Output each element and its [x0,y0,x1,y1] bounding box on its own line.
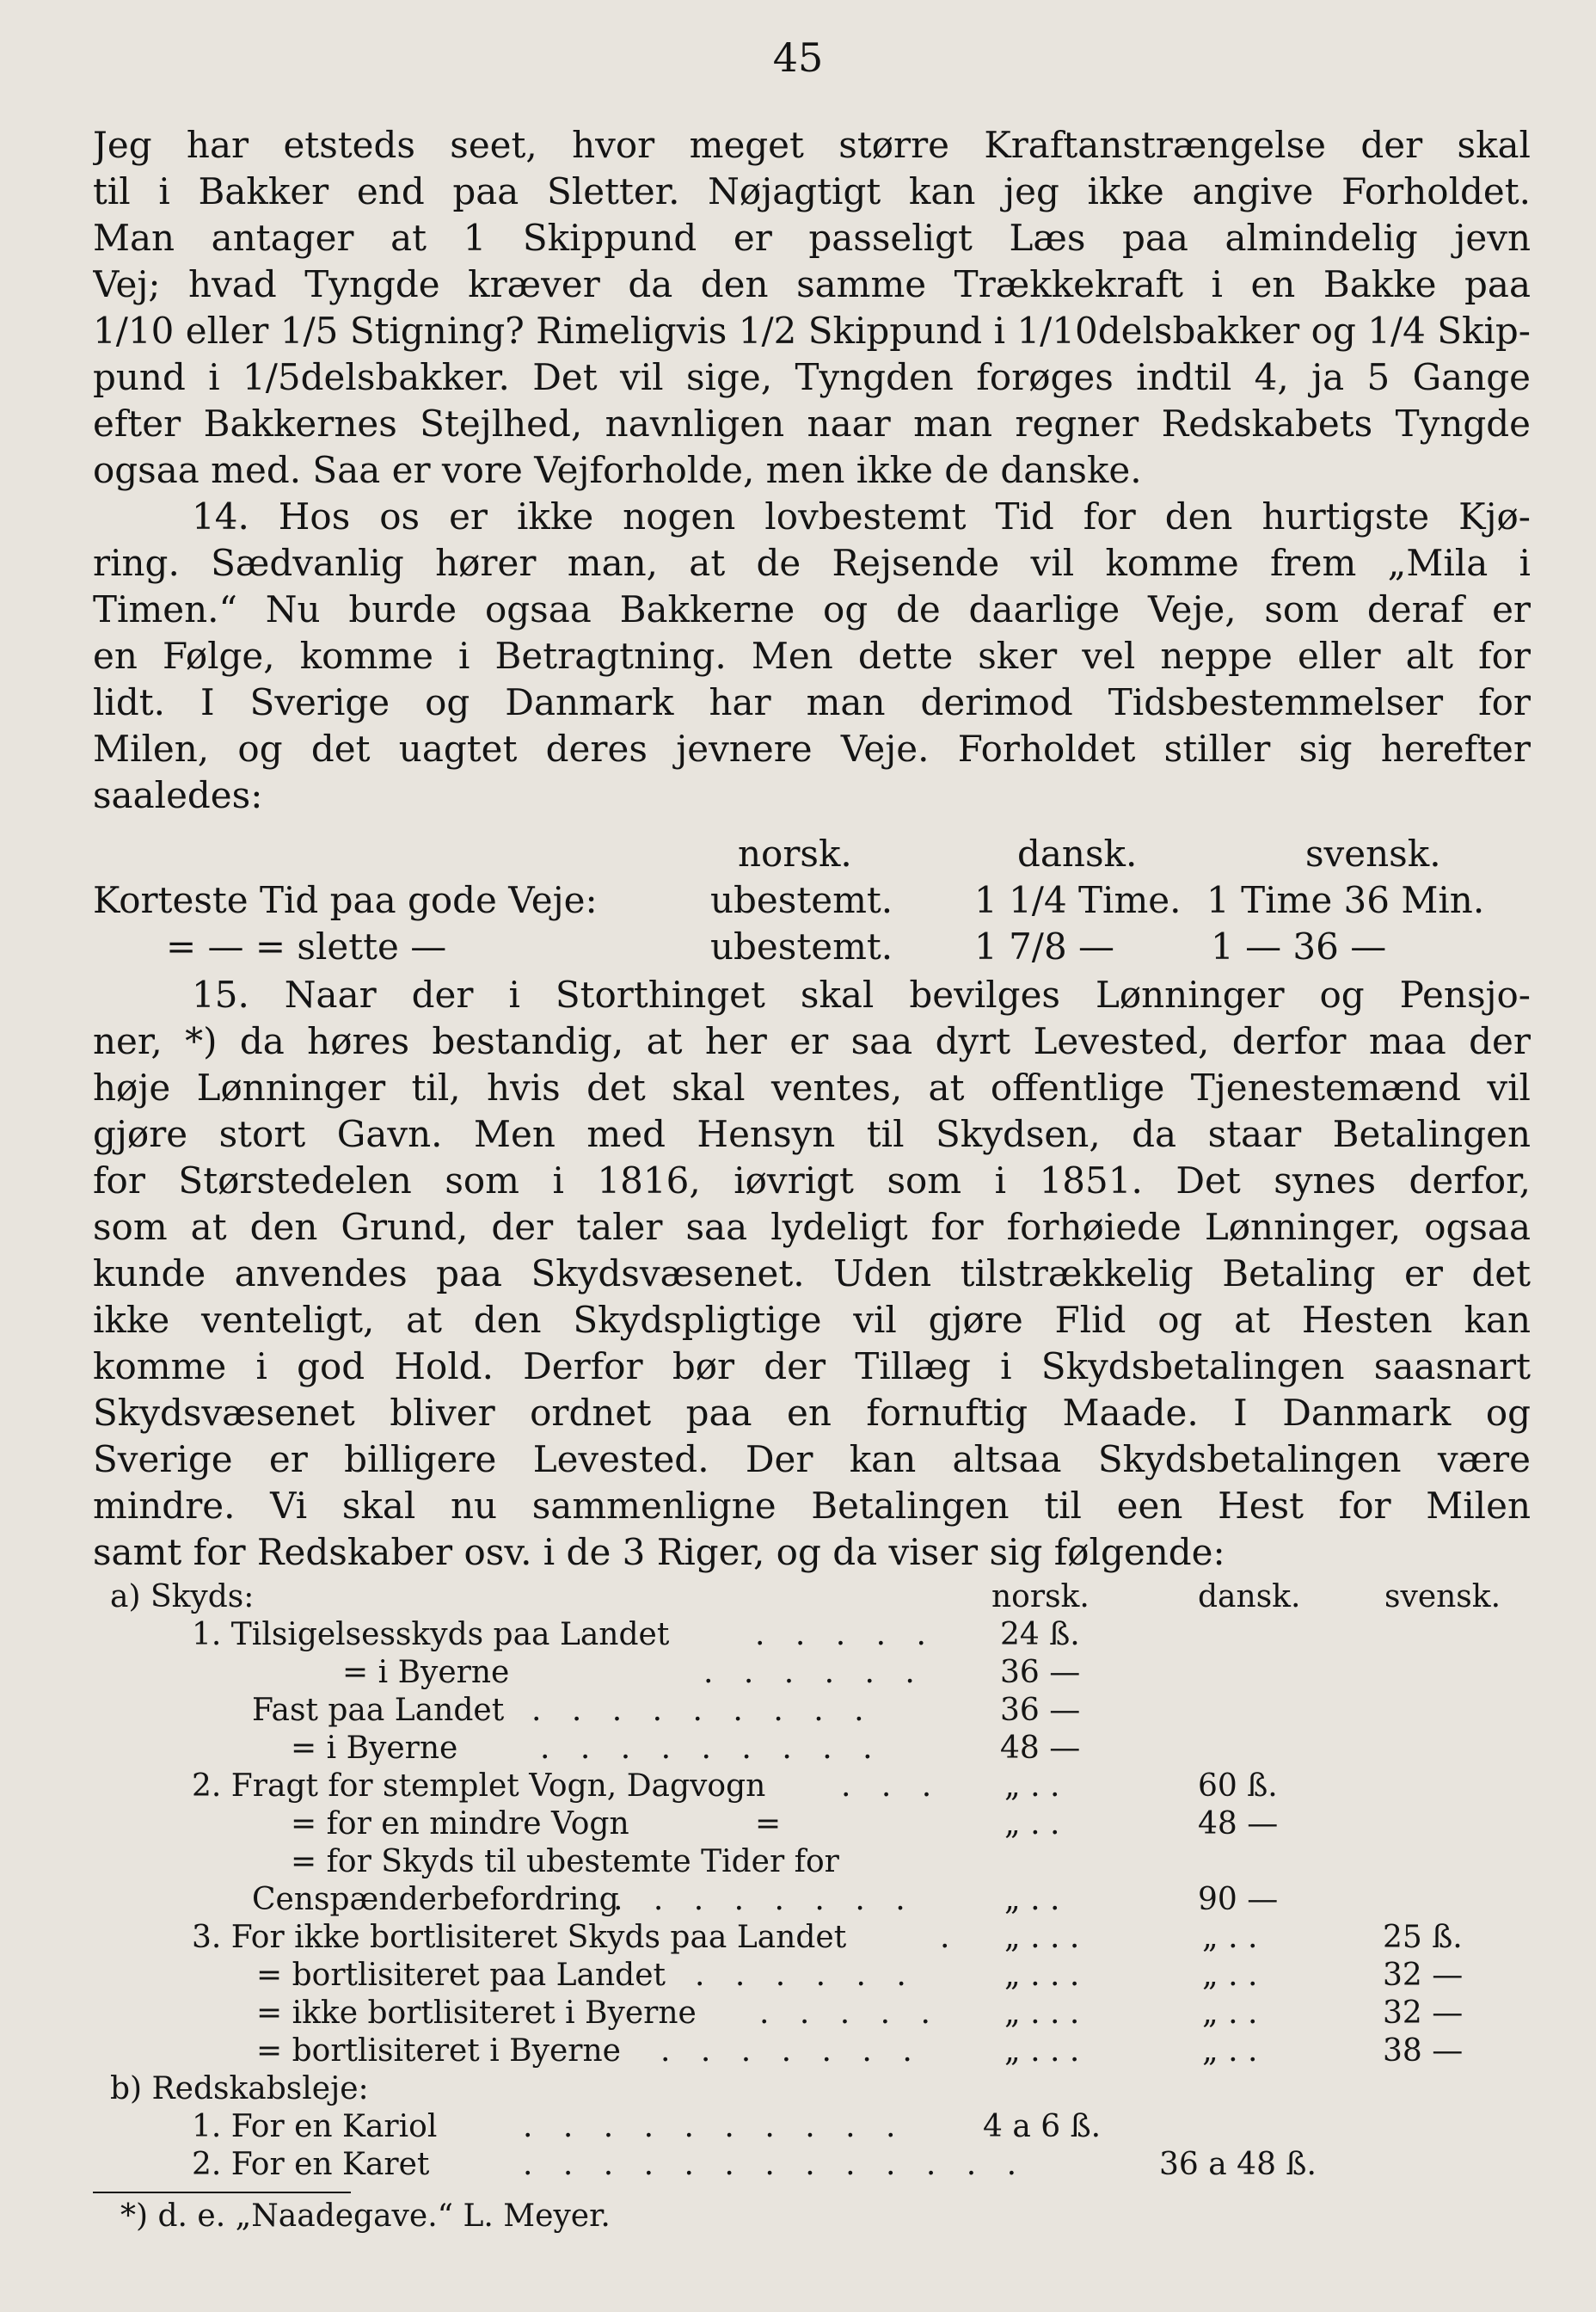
row-label: = — = slette — [166,925,447,968]
text-line: Jeg har etsteds seet, hvor meget større Kraftanstrængelse der skal [93,124,1531,166]
table-row [93,2147,1531,2185]
text-line: Milen, og det uagtet deres jevnere Veje. Forholdet stiller sig herefter [93,728,1531,770]
leader-dots: . . . . . . . . . . [523,2109,906,2144]
col-dansk: dansk. [1017,833,1138,875]
text-line: som at den Grund, der taler saa lydeligt for forhøiede Lønninger, ogsaa [93,1206,1531,1248]
cell-dansk: 1 1/4 Time. [974,879,1182,921]
leader-dots: . . . [841,1768,942,1804]
cell-svensk: 38 — [1383,2033,1464,2069]
cell-dansk: 60 ß. [1198,1768,1278,1804]
rates-section-row [93,2071,1531,2109]
text-line: Man antager at 1 Skippund er passeligt Læs paa almindelig jevn [93,217,1531,259]
row-label: = for en mindre Vogn [291,1806,629,1842]
col-svensk: svensk. [1384,1579,1501,1614]
leader-dots: . . . . . . . [660,2033,923,2069]
text-line: Timen.“ Nu burde ogsaa Bakkerne og de daarlige Veje, som deraf er [93,588,1531,630]
col-norsk: norsk. [738,833,852,875]
leader-dots: . . . . . . . . [613,1882,916,1917]
row-label: Korteste Tid paa gode Veje: [93,879,598,921]
section-label: a) Skyds: [110,1579,255,1614]
cell-dansk: 48 — [1198,1806,1279,1842]
text-line: samt for Redskaber osv. i de 3 Riger, og da viser sig følgende: [93,1531,1225,1573]
row-label: 1. For en Kariol [192,2109,438,2144]
cell-value: 36 a 48 ß. [1159,2147,1317,2182]
section-label: b) Redskabsleje: [110,2071,369,2106]
row-label: Censpænderbefordring [252,1882,619,1917]
row-label: = ikke bortlisiteret i Byerne [256,1995,697,2031]
text-line: en Følge, komme i Betragtning. Men dette sker vel neppe eller alt for [93,635,1531,677]
text-line: ring. Sædvanlig hører man, at de Rejsende vil komme frem „Mila i [93,542,1531,584]
text-line: Sverige er billigere Levested. Der kan altsaa Skydsbetalingen være [93,1438,1531,1480]
cell-norsk: „ . . [1004,1882,1060,1917]
leader-dots: . . . . . [759,1995,941,2031]
col-dansk: dansk. [1198,1579,1301,1614]
cell-norsk: ubestemt. [710,879,893,921]
text-line: 15. Naar der i Storthinget skal bevilges Lønninger og Pensjo- [192,974,1531,1016]
cell-dansk: „ . . [1202,1995,1258,2031]
cell-norsk: 48 — [1000,1731,1081,1766]
leader-dots: . . . . . . [703,1655,925,1690]
body-text-top [93,122,1531,819]
text-line: ner, *) da høres bestandig, at her er saa dyrt Levested, derfor maa der [93,1020,1531,1062]
text-line: høje Lønninger til, hvis det skal ventes, at offentlige Tjenestemænd vil [93,1067,1531,1109]
table-row [93,2033,1531,2071]
leader-dots: = [755,1806,792,1842]
cell-svensk: 32 — [1383,1995,1464,2031]
cell-norsk: „ . . . [1004,1995,1080,2031]
col-svensk: svensk. [1305,833,1441,875]
table-row [93,1844,1531,1882]
row-label: = i Byerne [291,1731,458,1766]
cell-dansk: „ . . [1202,1958,1258,1993]
footnote: *) d. e. „Naadegave.“ L. Meyer. [120,2198,611,2234]
leader-dots: . . . . . [755,1617,936,1652]
row-label: = bortlisiteret i Byerne [256,2033,621,2069]
table-row [93,1731,1531,1768]
table-row [93,2109,1531,2147]
cell-svensk: 25 ß. [1383,1920,1463,1955]
speed-table-header [93,833,1531,879]
text-line: Skydsvæsenet bliver ordnet paa en fornuftig Maade. I Danmark og [93,1392,1531,1434]
text-line: 14. Hos os er ikke nogen lovbestemt Tid for den hurtigste Kjø- [192,495,1531,538]
cell-dansk: 1 7/8 — [974,925,1115,968]
row-label: Fast paa Landet [252,1693,505,1728]
cell-norsk: 36 — [1000,1693,1081,1728]
text-line: efter Bakkernes Stejlhed, navnligen naar man regner Redskabets Tyngde [93,403,1531,445]
cell-value: 4 a 6 ß. [983,2109,1102,2144]
cell-norsk: 36 — [1000,1655,1081,1690]
cell-norsk: ubestemt. [710,925,893,968]
cell-dansk: 90 — [1198,1882,1279,1917]
text-line: saaledes: [93,774,263,816]
cell-norsk: „ . . . [1004,1920,1080,1955]
row-label: 1. Tilsigelsesskyds paa Landet [192,1617,670,1652]
speed-row [93,879,1531,925]
cell-norsk: „ . . . [1004,1958,1080,1993]
row-label: = i Byerne [342,1655,510,1690]
leader-dots: . . . . . . . . . . . . . [523,2147,1028,2182]
text-line: lidt. I Sverige og Danmark har man derimod Tidsbestemmelser for [93,681,1531,723]
table-row [93,1768,1531,1806]
text-line: Vej; hvad Tyngde kræver da den samme Trækkekraft i en Bakke paa [93,263,1531,305]
text-line: ikke venteligt, at den Skydspligtige vil gjøre Flid og at Hesten kan [93,1299,1531,1341]
cell-norsk: „ . . [1004,1806,1060,1842]
table-row [93,1958,1531,1995]
cell-svensk: 1 — 36 — [1211,925,1387,968]
cell-norsk: „ . . . [1004,2033,1080,2069]
text-line: 1/10 eller 1/5 Stigning? Rimeligvis 1/2 Skippund i 1/10delsbakker og 1/4 Skip- [93,310,1531,352]
leader-dots: . . . . . . [695,1958,917,1993]
table-row [93,1693,1531,1731]
cell-norsk: „ . . [1004,1768,1060,1804]
leader-dots: . . . . . . . . . [540,1731,883,1766]
rates-table [93,1579,1531,2185]
cell-dansk: „ . . [1202,1920,1258,1955]
row-label: 3. For ikke bortlisiteret Skyds paa Landet [192,1920,847,1955]
text-line: pund i 1/5delsbakker. Det vil sige, Tyngden forøges indtil 4, ja 5 Gange [93,356,1531,398]
page-number: 45 [772,34,824,81]
cell-svensk: 1 Time 36 Min. [1206,879,1485,921]
rates-header-row [93,1579,1531,1617]
table-row [93,1806,1531,1844]
table-row [93,1882,1531,1920]
table-row [93,1920,1531,1958]
table-row [93,1995,1531,2033]
text-line: for Størstedelen som i 1816, iøvrigt som i 1851. Det synes derfor, [93,1159,1531,1202]
table-row [93,1617,1531,1655]
row-label: 2. For en Karet [192,2147,430,2182]
text-line: kunde anvendes paa Skydsvæsenet. Uden tilstrækkelig Betaling er det [93,1252,1531,1294]
table-row [93,1655,1531,1693]
text-line: ogsaa med. Saa er vore Vejforholde, men ikke de danske. [93,449,1142,491]
text-line: gjøre stort Gavn. Men med Hensyn til Skydsen, da staar Betalingen [93,1113,1531,1155]
text-line: til i Bakker end paa Sletter. Nøjagtigt kan jeg ikke angive Forholdet. [93,170,1531,212]
row-label: = for Skyds til ubestemte Tider for [291,1844,839,1879]
text-line: mindre. Vi skal nu sammenligne Betalingen til een Hest for Milen [93,1485,1531,1527]
cell-svensk: 32 — [1383,1958,1464,1993]
cell-norsk: 24 ß. [1000,1617,1080,1652]
footnote-divider [93,2192,351,2193]
col-norsk: norsk. [991,1579,1090,1614]
body-text-para15 [93,972,1531,1576]
text-line: komme i god Hold. Derfor bør der Tillæg i Skydsbetalingen saasnart [93,1345,1531,1387]
leader-dots: . [940,1920,961,1955]
cell-dansk: „ . . [1202,2033,1258,2069]
speed-row [93,925,1531,972]
leader-dots: . . . . . . . . . [531,1693,875,1728]
row-label: = bortlisiteret paa Landet [256,1958,666,1993]
row-label: 2. Fragt for stemplet Vogn, Dagvogn [192,1768,766,1804]
